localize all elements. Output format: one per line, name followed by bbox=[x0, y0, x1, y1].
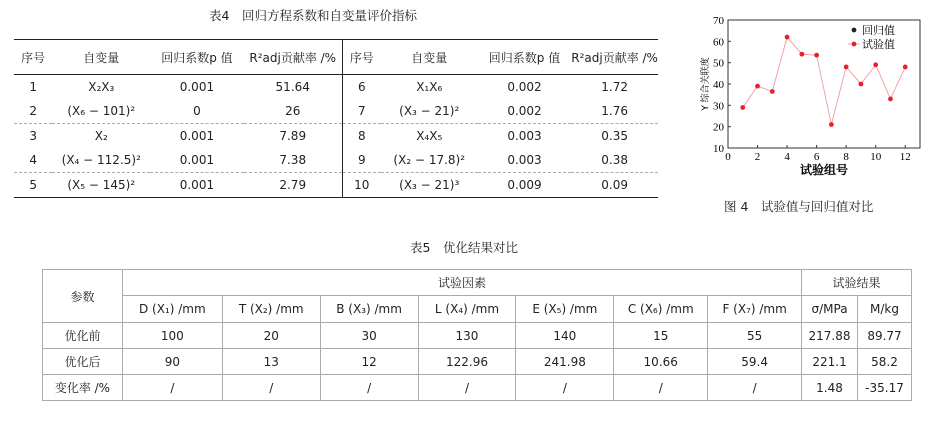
cell: 90 bbox=[122, 349, 222, 375]
row-label: 优化前 bbox=[43, 323, 123, 349]
cell-p: 0.001 bbox=[150, 173, 243, 198]
cell-variable: X₁X₆ bbox=[416, 80, 443, 94]
col-f: F (X₇) /mm bbox=[708, 296, 802, 323]
cell: / bbox=[122, 375, 222, 401]
cell: 130 bbox=[418, 323, 516, 349]
cell: 221.1 bbox=[802, 349, 858, 375]
row-label: 优化后 bbox=[43, 349, 123, 375]
table-row bbox=[43, 349, 912, 375]
data-point bbox=[859, 82, 864, 87]
table-row bbox=[43, 323, 912, 349]
cell-r: 1.76 bbox=[571, 99, 658, 124]
cell-r: 0.35 bbox=[601, 129, 628, 143]
cell: / bbox=[222, 375, 320, 401]
cell: 13 bbox=[222, 349, 320, 375]
y-tick-label: 40 bbox=[713, 79, 724, 91]
comparison-chart bbox=[694, 12, 924, 180]
x-tick-label: 12 bbox=[899, 151, 911, 163]
cell: 20 bbox=[222, 323, 320, 349]
col-l: L (X₄) /mm bbox=[418, 296, 516, 323]
cell-variable: (X₃ − 21)² bbox=[381, 99, 478, 124]
cell: 122.96 bbox=[418, 349, 516, 375]
cell: 55 bbox=[708, 323, 802, 349]
header-no-2: 序号 bbox=[342, 40, 380, 75]
cell: / bbox=[320, 375, 418, 401]
data-point bbox=[740, 105, 745, 110]
legend-marker-experimental bbox=[852, 42, 857, 47]
cell-r: 0.38 bbox=[571, 148, 658, 173]
table-row bbox=[14, 75, 658, 100]
cell: 59.4 bbox=[708, 349, 802, 375]
cell-no: 8 bbox=[357, 129, 366, 143]
cell-r: 7.89 bbox=[244, 124, 343, 149]
data-point bbox=[814, 53, 819, 58]
cell-p: 0.001 bbox=[179, 129, 215, 143]
table-row bbox=[14, 173, 658, 198]
cell: 89.77 bbox=[858, 323, 912, 349]
x-tick-label: 4 bbox=[784, 151, 790, 163]
col-m: M/kg bbox=[858, 296, 912, 323]
data-point bbox=[829, 122, 834, 127]
cell-p: 0 bbox=[150, 99, 243, 124]
x-tick-label: 8 bbox=[843, 151, 849, 163]
col-c: C (X₆) /mm bbox=[614, 296, 708, 323]
table-row bbox=[14, 148, 658, 173]
cell-p: 0.003 bbox=[507, 129, 542, 143]
cell-variable: X₂X₃ bbox=[88, 80, 115, 94]
figure4-caption: 图 4 试验值与回归值对比 bbox=[724, 199, 874, 214]
cell-p: 0.002 bbox=[507, 80, 542, 94]
data-point bbox=[770, 89, 775, 94]
row-label: 变化率 /% bbox=[43, 375, 123, 401]
cell-p: 0.002 bbox=[478, 99, 571, 124]
cell-no: 4 bbox=[14, 148, 52, 173]
y-tick-label: 70 bbox=[713, 15, 724, 27]
cell-variable: (X₆ − 101)² bbox=[52, 99, 150, 124]
cell-variable: (X₃ − 21)³ bbox=[381, 173, 478, 198]
cell-p: 0.003 bbox=[478, 148, 571, 173]
cell-no: 2 bbox=[14, 99, 52, 124]
cell-r: 51.64 bbox=[244, 75, 343, 100]
cell: 1.48 bbox=[802, 375, 858, 401]
y-tick-label: 20 bbox=[713, 121, 724, 134]
x-tick-label: 0 bbox=[725, 151, 731, 163]
data-point bbox=[903, 65, 908, 70]
factor-header: 试验因素 bbox=[122, 270, 801, 296]
legend-label-experimental: 试验值 bbox=[862, 38, 895, 51]
table4-caption: 表4 回归方程系数和自变量评价指标 bbox=[209, 8, 417, 23]
cell-variable: X₄X₅ bbox=[416, 129, 443, 143]
cell-no: 1 bbox=[29, 80, 37, 94]
cell-p: 0.001 bbox=[179, 80, 215, 94]
cell: 12 bbox=[320, 349, 418, 375]
header-contribution: R²adj贡献率 /% bbox=[244, 40, 343, 75]
cell-no: 3 bbox=[29, 129, 37, 143]
result-header: 试验结果 bbox=[802, 270, 912, 296]
cell-variable: (X₄ − 112.5)² bbox=[52, 148, 150, 173]
legend-label-regression: 回归值 bbox=[862, 24, 895, 37]
header-p-value-2: 回归系数p 值 bbox=[478, 40, 571, 75]
cell: 140 bbox=[516, 323, 614, 349]
cell: / bbox=[418, 375, 516, 401]
header-contribution-2: R²adj贡献率 /% bbox=[571, 40, 658, 75]
y-tick-label: 60 bbox=[713, 36, 724, 49]
cell-no: 9 bbox=[342, 148, 380, 173]
cell: 10.66 bbox=[614, 349, 708, 375]
data-point bbox=[799, 52, 804, 57]
header-no: 序号 bbox=[14, 40, 52, 75]
data-point bbox=[785, 35, 790, 40]
table-row bbox=[43, 375, 912, 401]
x-tick-label: 2 bbox=[754, 151, 761, 163]
x-axis-label: 试验组号 bbox=[799, 163, 849, 177]
col-d: D (X₁) /mm bbox=[122, 296, 222, 323]
cell-no: 6 bbox=[357, 80, 366, 94]
cell: 30 bbox=[320, 323, 418, 349]
cell: 241.98 bbox=[516, 349, 614, 375]
cell: / bbox=[614, 375, 708, 401]
param-header: 参数 bbox=[43, 270, 123, 323]
cell-variable: (X₅ − 145)² bbox=[52, 173, 150, 198]
cell-p: 0.001 bbox=[150, 148, 243, 173]
cell: 217.88 bbox=[802, 323, 858, 349]
x-tick-label: 6 bbox=[813, 151, 820, 163]
col-t: T (X₂) /mm bbox=[222, 296, 320, 323]
y-axis-label: Y 综合关联度 bbox=[701, 57, 711, 111]
table-row bbox=[14, 99, 658, 124]
cell: / bbox=[708, 375, 802, 401]
header-variable: 自变量 bbox=[52, 40, 150, 75]
x-tick-label: 10 bbox=[870, 151, 882, 163]
cell: / bbox=[516, 375, 614, 401]
cell-r: 2.79 bbox=[244, 173, 343, 198]
cell: 100 bbox=[122, 323, 222, 349]
cell-no: 7 bbox=[342, 99, 380, 124]
cell-r: 26 bbox=[244, 99, 343, 124]
cell: 15 bbox=[614, 323, 708, 349]
table-row bbox=[14, 124, 658, 149]
data-point bbox=[888, 97, 893, 102]
cell-r: 1.72 bbox=[601, 80, 628, 94]
header-variable-2: 自变量 bbox=[381, 40, 478, 75]
data-point bbox=[755, 84, 760, 89]
col-sigma: σ/MPa bbox=[802, 296, 858, 323]
optimization-result-table bbox=[42, 269, 912, 401]
cell-no: 5 bbox=[14, 173, 52, 198]
data-point bbox=[873, 62, 878, 67]
legend-marker-regression bbox=[852, 28, 857, 33]
cell-variable: X₂ bbox=[94, 129, 108, 143]
y-tick-label: 10 bbox=[713, 143, 724, 155]
data-point bbox=[844, 65, 849, 70]
col-b: B (X₃) /mm bbox=[320, 296, 418, 323]
cell: -35.17 bbox=[858, 375, 912, 401]
y-tick-label: 30 bbox=[713, 100, 724, 113]
y-tick-label: 50 bbox=[713, 57, 724, 70]
cell-variable: (X₂ − 17.8)² bbox=[381, 148, 478, 173]
col-e: E (X₅) /mm bbox=[516, 296, 614, 323]
table5-caption: 表5 优化结果对比 bbox=[410, 240, 518, 255]
header-p-value: 回归系数p 值 bbox=[150, 40, 243, 75]
cell: 58.2 bbox=[858, 349, 912, 375]
cell-r: 7.38 bbox=[244, 148, 343, 173]
cell-no: 10 bbox=[342, 173, 380, 198]
cell-p: 0.009 bbox=[478, 173, 571, 198]
regression-coefficient-table bbox=[14, 39, 658, 198]
cell-r: 0.09 bbox=[571, 173, 658, 198]
